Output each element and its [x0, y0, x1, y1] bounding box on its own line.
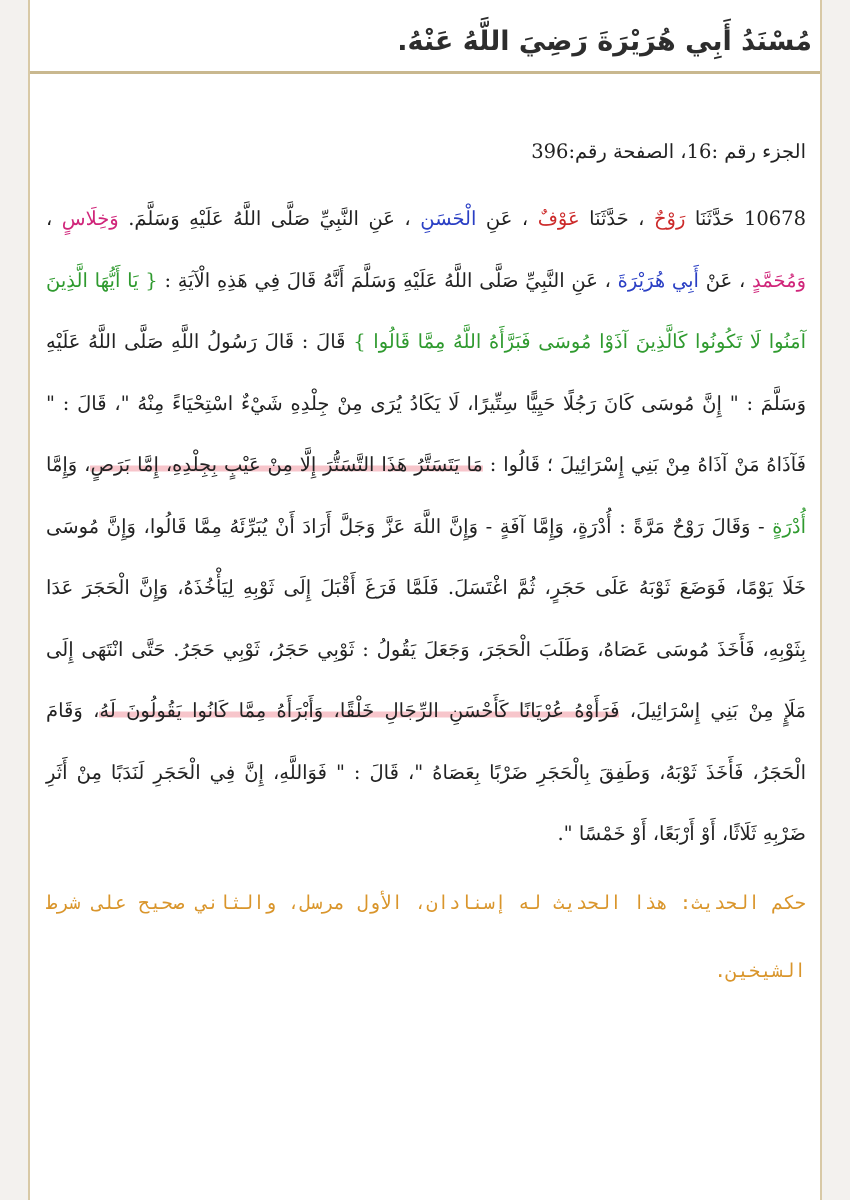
- text-segment: - وَقَالَ رَوْحٌ مَرَّةً : أُدْرَةٍ، وَإِمَّا آفَةٍ - وَإِنَّ اللَّهَ عَزَّ وَجَلَّ أَرَادَ أَنْ يُبَرِّئَهُ مِمَّا قَالُوا، وَإِنَّ مُوسَى خَلَا يَوْمًا، فَوَضَعَ ثَوْبَهُ عَلَى حَجَرٍ، ثُمَّ اغْتَسَلَ. فَلَمَّا فَرَغَ أَقْبَلَ إِلَى ثَوْبِهِ لِيَأْخُذَهُ، وَإِنَّ الْحَجَرَ عَدَا بِثَوْبِهِ، فَأَخَذَ مُوسَى عَصَاهُ، وَطَلَبَ الْحَجَرَ، وَجَعَلَ يَقُولُ : ثَوْبِي حَجَرُ، ثَوْبِي حَجَرُ. حَتَّى انْتَهَى إِلَى مَلَإٍ مِنْ بَنِي إِسْرَائِيلَ،: [46, 514, 807, 722]
- text-segment: حَدَّثَنَا: [685, 207, 744, 230]
- header: [30, 0, 820, 74]
- text-segment: ، عَنِ النَّبِيِّ صَلَّى اللَّهُ عَلَيْهِ وَسَلَّمَ أَنَّهُ قَالَ فِي هَذِهِ الْآيَةِ :: [157, 268, 618, 292]
- hadith-content: [30, 74, 820, 1005]
- highlighted-passage-1: مَا يَتَسَتَّرُ هَذَا التَّسَتُّرَ إِلَّا مِنْ عَيْبٍ بِجِلْدِهِ، إِمَّا بَرَصٍ: [90, 453, 483, 476]
- narrator-hasan-link[interactable]: الْحَسَنِ: [420, 207, 477, 230]
- text-segment: ، وَقَامَ الْحَجَرُ، فَأَخَذَ ثَوْبَهُ، وَطَفِقَ بِالْحَجَرِ ضَرْبًا بِعَصَاهُ "، قَالَ : " فَوَاللَّهِ، إِنَّ فِي الْحَجَرِ لَنَدَبًا مِنْ أَثَرِ ضَرْبِهِ ثَلَاثًا، أَوْ أَرْبَعًا، أَوْ خَمْسًا ".: [46, 699, 806, 845]
- narrator-rawh-link[interactable]: رَوْحٌ: [653, 207, 686, 230]
- text-segment: ، حَدَّثَنَا: [579, 207, 654, 230]
- narrator-khilas-link[interactable]: وَخِلَاسٍ: [61, 207, 119, 230]
- quran-verse[interactable]: { يَا أَيُّهَا الَّذِينَ آمَنُوا لَا تَكُونُوا كَالَّذِينَ آذَوْا مُوسَى فَبَرَّأَهُ اللَّهُ مِمَّا قَالُوا }: [46, 268, 806, 353]
- narrator-muhammad-link[interactable]: وَمُحَمَّدٍ: [752, 268, 807, 292]
- glossary-word-link[interactable]: أُدْرَةٍ: [772, 514, 806, 538]
- volume-page-info: الجزء رقم :16، الصفحة رقم:396: [531, 140, 806, 163]
- page-title: مُسْنَدُ أَبِي هُرَيْرَةَ رَضِيَ اللَّهُ عَنْهُ.: [397, 26, 812, 57]
- text-segment: ، عَنِ النَّبِيِّ صَلَّى اللَّهُ عَلَيْهِ وَسَلَّمَ.: [118, 207, 421, 230]
- page-container: [28, 0, 822, 1200]
- hadith-text: [46, 188, 806, 865]
- narrator-abu-hurayrah-link[interactable]: أَبِي هُرَيْرَةَ: [617, 268, 699, 292]
- text-segment: ،: [46, 207, 62, 230]
- hadith-ruling: حكم الحديث: هذا الحديث له إسنادان، الأول مرسل، والثاني صحيح على شرط الشيخين.: [46, 891, 806, 982]
- narrator-awf-link[interactable]: عَوْفٌ: [537, 207, 580, 230]
- highlighted-passage-2: فَرَأَوْهُ عُرْيَانًا كَأَحْسَنِ الرِّجَالِ خَلْقًا، وَأَبْرَأَهُ مِمَّا كَانُوا يَقُولُونَ لَهُ: [99, 699, 620, 722]
- hadith-number: 10678: [743, 207, 806, 230]
- text-segment: ، وَإِمَّا: [46, 453, 91, 476]
- text-segment: قَالَ : قَالَ رَسُولُ اللَّهِ صَلَّى اللَّهُ عَلَيْهِ وَسَلَّمَ : " إِنَّ مُوسَى كَانَ رَجُلًا حَيِيًّا سِتِّيرًا، لَا يَكَادُ يُرَى مِنْ جِلْدِهِ شَيْءٌ اسْتِحْيَاءً مِنْهُ "، قَالَ : " فَآذَاهُ مَنْ آذَاهُ مِنْ بَنِي إِسْرَائِيلَ ؛ قَالُوا :: [46, 330, 806, 476]
- text-segment: ، عَنْ: [698, 268, 753, 292]
- text-segment: ، عَنِ: [476, 207, 538, 230]
